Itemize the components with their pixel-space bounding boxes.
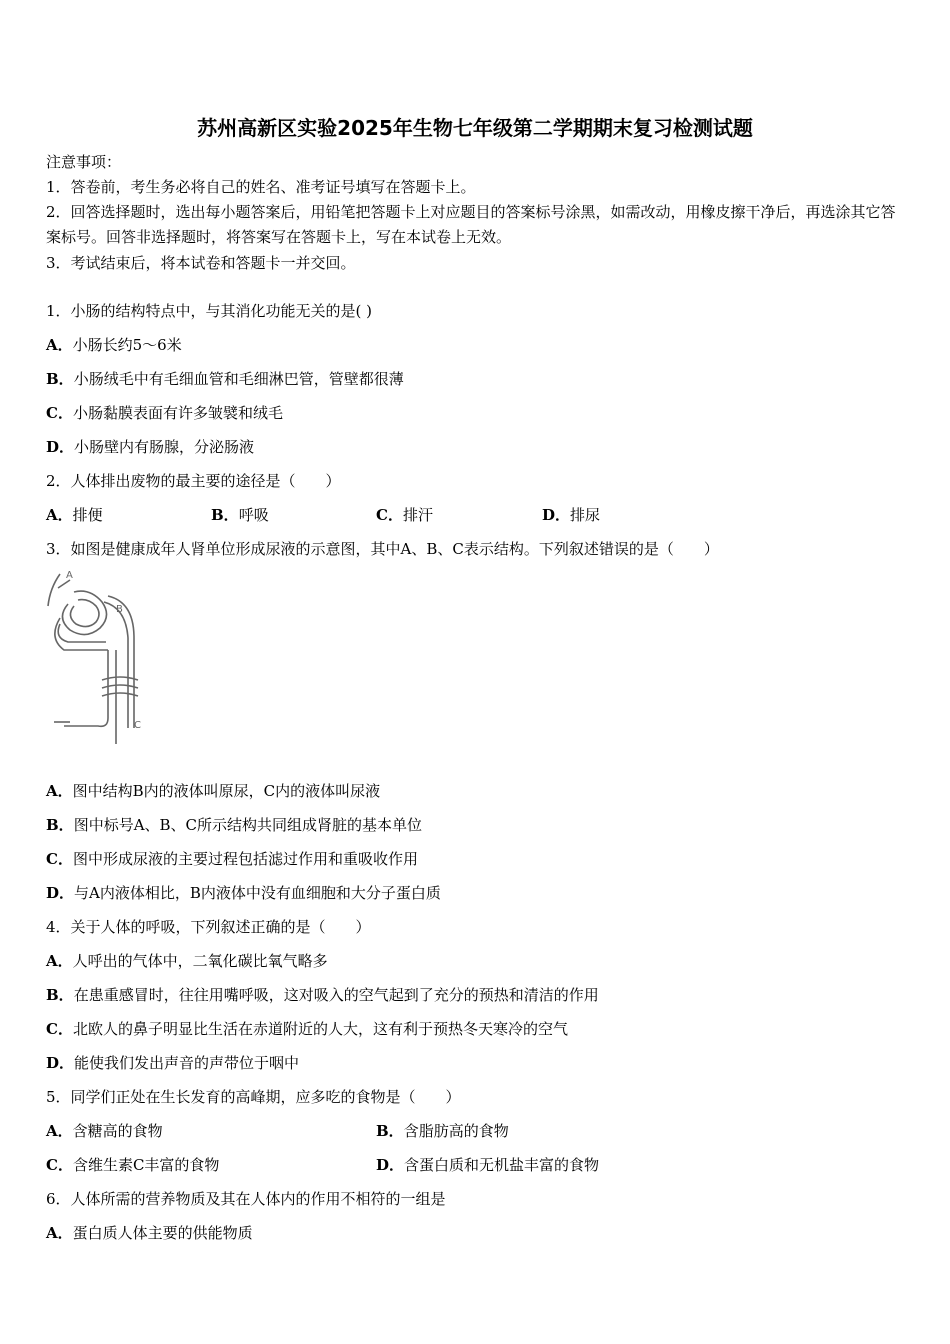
option-label: A．	[46, 336, 73, 354]
option-label: C．	[46, 850, 73, 868]
option[interactable]	[46, 781, 380, 801]
option-label: C．	[376, 506, 403, 524]
option-label: D．	[46, 438, 75, 456]
nephron-diagram	[46, 568, 142, 750]
option-label: B．	[46, 986, 74, 1004]
notice-item: 3．考试结束后，将本试卷和答题卡一并交回。	[46, 254, 356, 272]
option[interactable]	[46, 951, 328, 971]
question-stem: 3．如图是健康成年人肾单位形成尿液的示意图，其中A、B、C表示结构。下列叙述错误的是（ ）	[46, 540, 719, 558]
question-stem: 6．人体所需的营养物质及其在人体内的作用不相符的一组是	[46, 1190, 446, 1208]
option[interactable]	[46, 335, 182, 355]
option-label: A．	[46, 1122, 73, 1140]
option-label: C．	[46, 1020, 73, 1038]
option[interactable]	[211, 505, 269, 525]
option-text: 小肠黏膜表面有许多皱襞和绒毛	[72, 404, 283, 422]
option-label: C．	[46, 404, 73, 422]
option-label: A．	[46, 1224, 73, 1242]
page-title: 苏州高新区实验2025年生物七年级第二学期期末复习检测试题	[197, 116, 753, 140]
option[interactable]	[46, 815, 422, 835]
option-label: D．	[46, 884, 75, 902]
option[interactable]	[46, 849, 418, 869]
option-text: 含蛋白质和无机盐丰富的食物	[404, 1156, 600, 1174]
notice-item: 1．答卷前，考生务必将自己的姓名、准考证号填写在答题卡上。	[46, 178, 476, 196]
option-row	[46, 1121, 906, 1141]
option-label: C．	[46, 1156, 73, 1174]
option[interactable]	[376, 1121, 509, 1141]
option-text: 小肠绒毛中有毛细血管和毛细淋巴管，管壁都很薄	[73, 370, 404, 388]
option-text: 与A内液体相比，B内液体中没有血细胞和大分子蛋白质	[74, 884, 441, 902]
option-text: 含糖高的食物	[72, 1122, 163, 1140]
option-label: B．	[211, 506, 239, 524]
option-text: 含维生素C丰富的食物	[72, 1156, 220, 1174]
vessel-branch	[58, 580, 70, 588]
question-stem: 2．人体排出废物的最主要的途径是（ ）	[46, 472, 341, 490]
option-text: 图中形成尿液的主要过程包括滤过作用和重吸收作用	[72, 850, 418, 868]
option-label: A．	[46, 782, 73, 800]
bowman-capsule-inner	[70, 600, 99, 627]
option-text: 能使我们发出声音的声带位于咽中	[74, 1054, 300, 1072]
bowman-capsule-outer	[62, 591, 106, 634]
option[interactable]	[46, 403, 283, 423]
option-text: 图中结构B内的液体叫原尿，C内的液体叫尿液	[72, 782, 381, 800]
option-text: 小肠长约5～6米	[72, 336, 182, 354]
option[interactable]	[542, 505, 600, 525]
question-stem: 1．小肠的结构特点中，与其消化功能无关的是( )	[46, 302, 373, 320]
option-text: 含脂肪高的食物	[403, 1122, 509, 1140]
option[interactable]	[46, 1155, 219, 1175]
option-text: 人呼出的气体中，二氧化碳比氧气略多	[72, 952, 328, 970]
option-text: 呼吸	[238, 506, 269, 524]
option-text: 小肠壁内有肠腺，分泌肠液	[74, 438, 255, 456]
option-text: 排尿	[570, 506, 601, 524]
option-text: 图中标号A、B、C所示结构共同组成肾脏的基本单位	[73, 816, 423, 834]
option-label: B．	[46, 370, 74, 388]
option[interactable]	[46, 1053, 299, 1073]
option[interactable]	[376, 505, 433, 525]
option-text: 排便	[72, 506, 103, 524]
option-label: D．	[46, 1054, 75, 1072]
option[interactable]	[46, 505, 103, 525]
option-label: D．	[542, 506, 571, 524]
notice-item: 2．回答选择题时，选出每小题答案后，用铅笔把答题卡上对应题目的答案标号涂黑，如需改动，用橡皮擦干净后，再选涂其它答案标号。回答非选择题时，将答案写在答题卡上，写在本试卷上无效。	[46, 203, 896, 246]
option-text: 排汗	[402, 506, 433, 524]
label-a: A	[66, 570, 73, 581]
option-label: B．	[376, 1122, 404, 1140]
option-label: A．	[46, 952, 73, 970]
option-text: 北欧人的鼻子明显比生活在赤道附近的人大，这有利于预热冬天寒冷的空气	[72, 1020, 568, 1038]
tubule-wall	[108, 596, 134, 728]
option[interactable]	[46, 1223, 253, 1243]
option[interactable]	[46, 437, 254, 457]
option-text: 在患重感冒时，往往用嘴呼吸，这对吸入的空气起到了充分的预热和清洁的作用	[73, 986, 599, 1004]
label-b: B	[116, 604, 123, 615]
option-label: D．	[376, 1156, 405, 1174]
option-label: A．	[46, 506, 73, 524]
question-stem: 5．同学们正处在生长发育的高峰期，应多吃的食物是（ ）	[46, 1088, 461, 1106]
afferent-vessel	[48, 574, 60, 606]
notice-heading: 注意事项：	[46, 153, 122, 171]
collecting-duct	[64, 650, 108, 726]
option[interactable]	[46, 1019, 568, 1039]
option-row	[46, 505, 906, 525]
question-stem: 4．关于人体的呼吸，下列叙述正确的是（ ）	[46, 918, 371, 936]
option[interactable]	[46, 883, 441, 903]
option-row	[46, 1155, 906, 1175]
nephron-diagram-svg	[46, 568, 142, 750]
option[interactable]	[46, 1121, 163, 1141]
option[interactable]	[46, 369, 404, 389]
label-c: C	[134, 720, 141, 731]
option-label: B．	[46, 816, 74, 834]
option-text: 蛋白质人体主要的供能物质	[72, 1224, 253, 1242]
option[interactable]	[376, 1155, 599, 1175]
option[interactable]	[46, 985, 599, 1005]
